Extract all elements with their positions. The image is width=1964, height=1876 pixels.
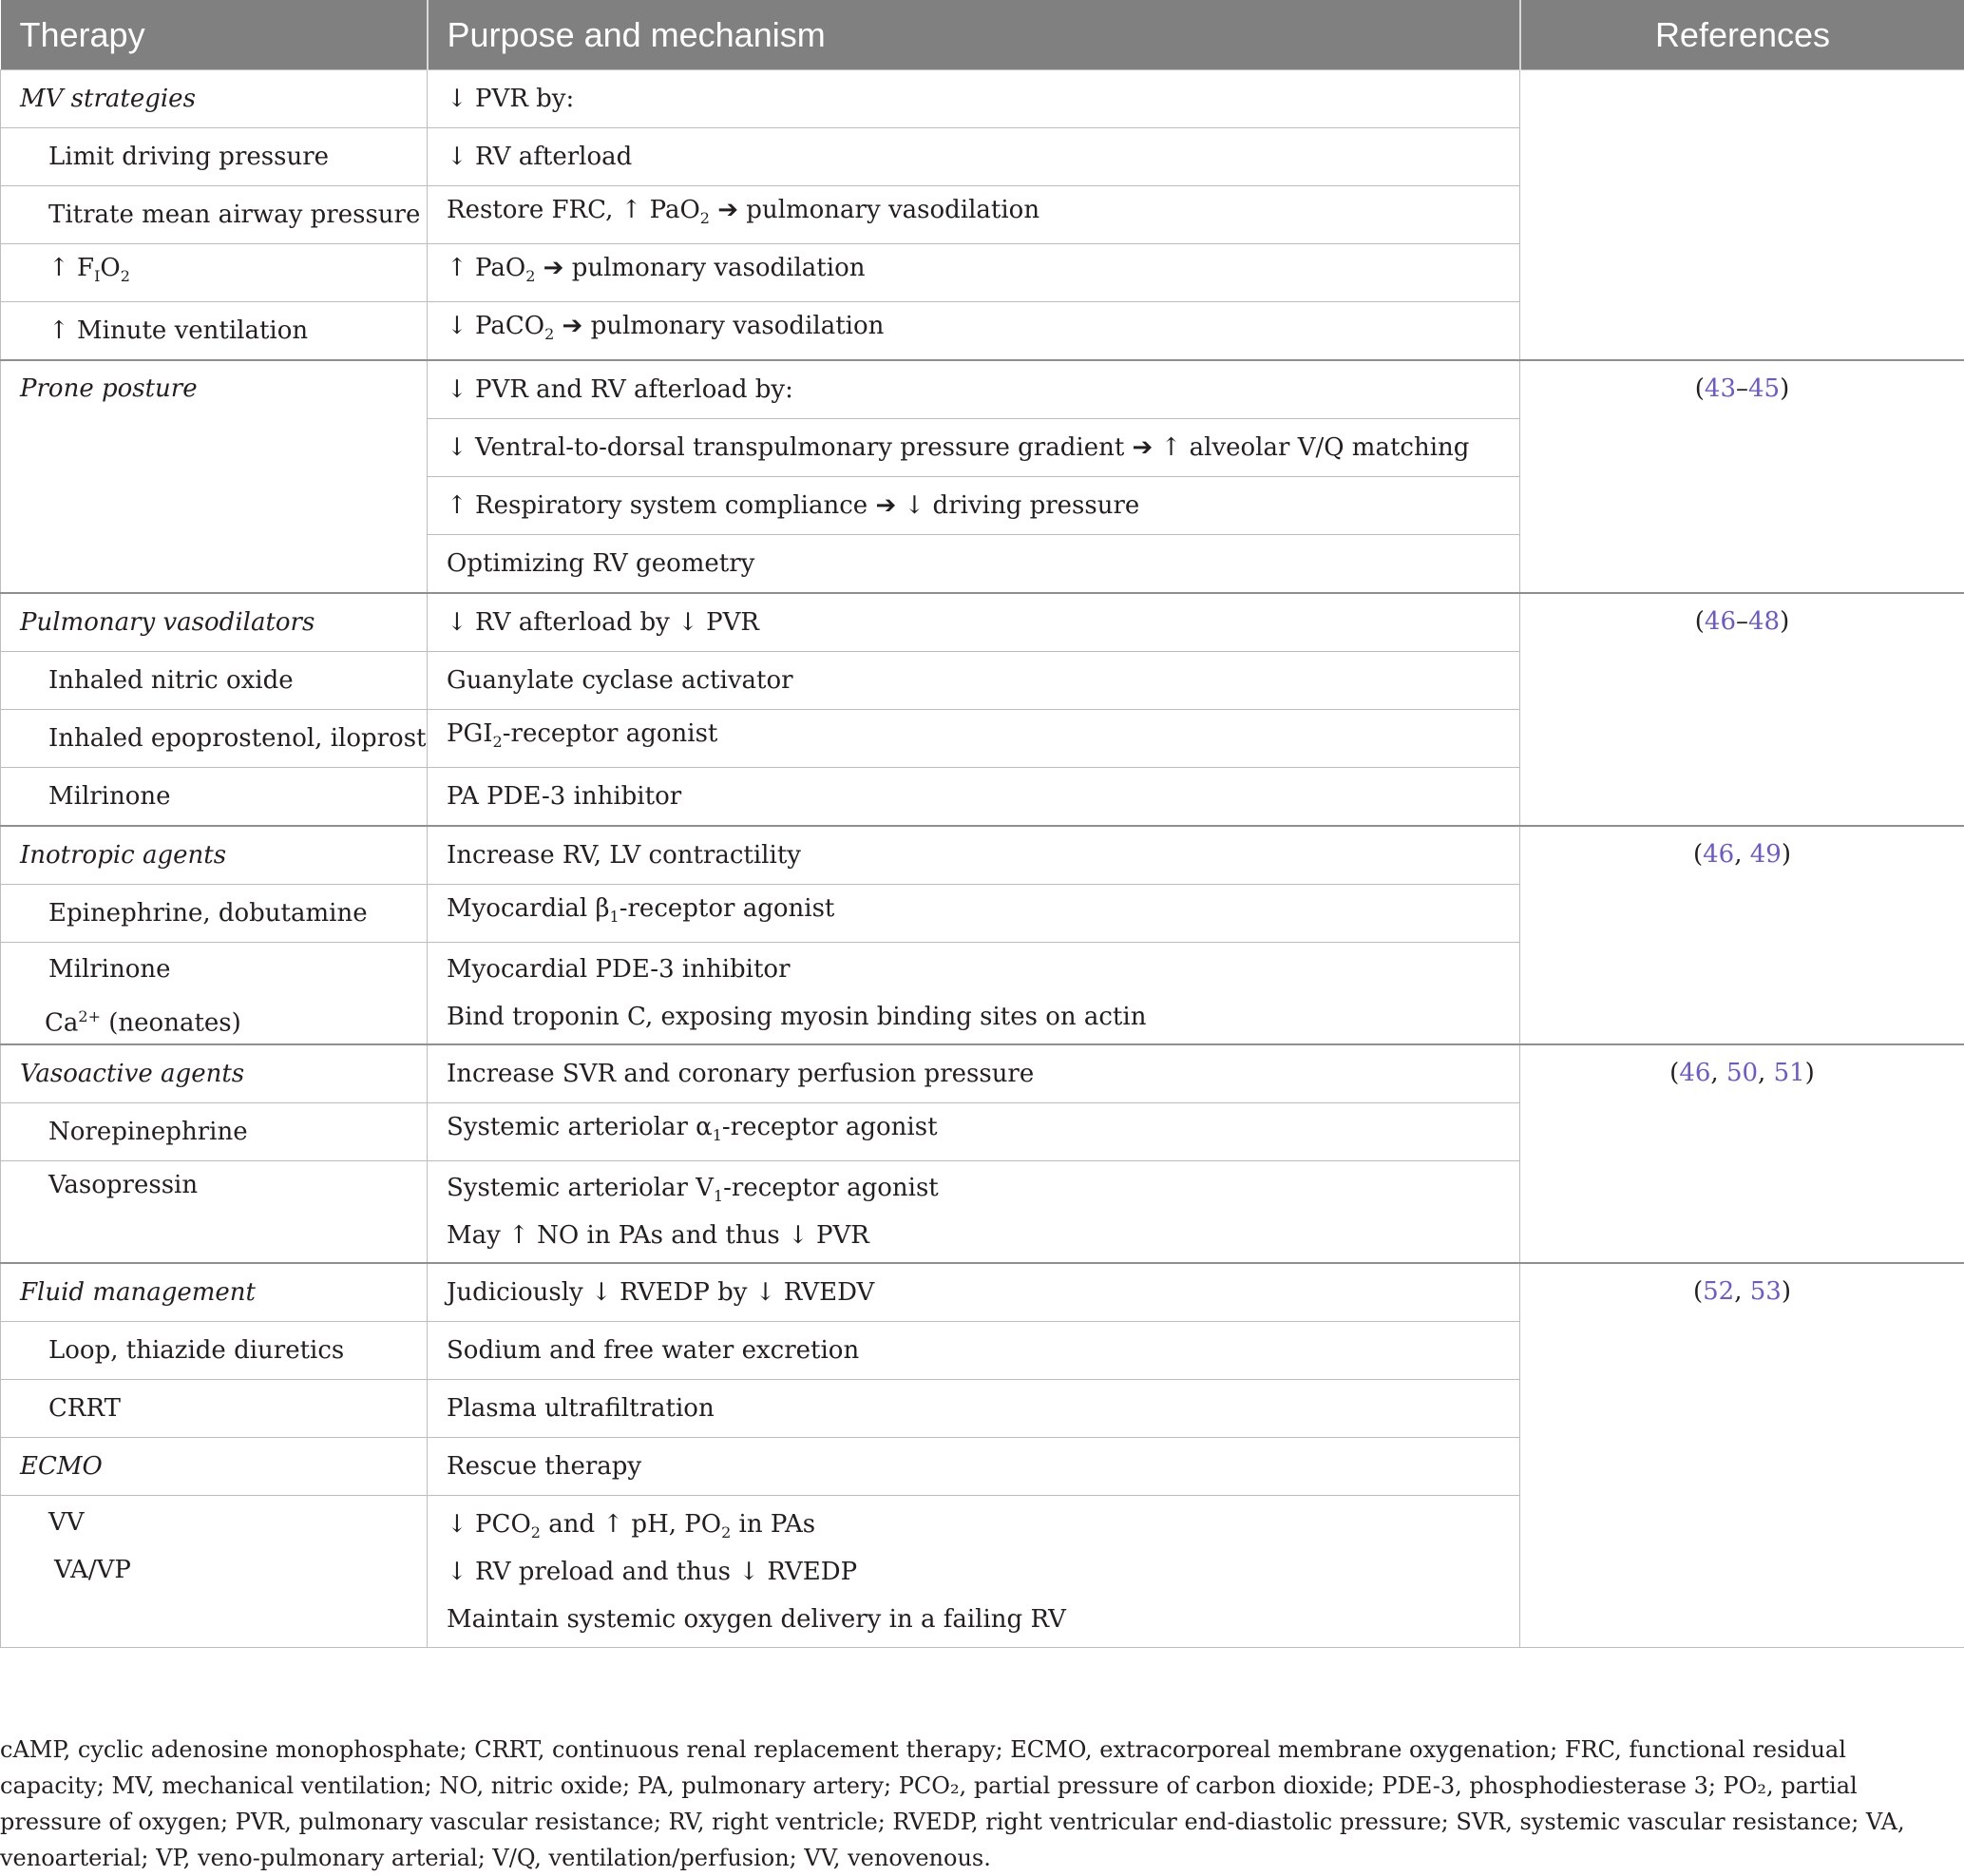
purpose-line: Maintain systemic oxygen delivery in a failing RV xyxy=(447,1596,1519,1643)
purpose-line: Systemic arteriolar $V_1$-receptor agonist xyxy=(447,1164,1519,1212)
purpose-cell: Sodium and free water excretion xyxy=(428,1322,1520,1380)
reference-cell: (46, 50, 51) xyxy=(1520,1044,1964,1263)
therapy-cell: Epinephrine, dobutamine xyxy=(1,885,428,943)
purpose-cell: Restore FRC, ↑ PaO$_2$ ➔ pulmonary vasodilation xyxy=(428,186,1520,244)
reference-link[interactable]: 46 xyxy=(1679,1059,1710,1087)
purpose-cell xyxy=(428,943,1520,1045)
purpose-cell: Increase SVR and coronary perfusion pressure xyxy=(428,1044,1520,1103)
table-row xyxy=(1,360,1964,419)
therapy-cell: ↑ Minute ventilation xyxy=(1,302,428,361)
purpose-line: Myocardial PDE-3 inhibitor xyxy=(447,946,1519,993)
category-cell: Fluid management xyxy=(1,1263,428,1322)
therapy-cell: Limit driving pressure xyxy=(1,128,428,186)
reference-link[interactable]: 45 xyxy=(1748,374,1780,403)
therapy-line: $Ca^{2+}$ (neonates) xyxy=(45,993,427,1041)
category-cell: Pulmonary vasodilators xyxy=(1,593,428,652)
purpose-cell: ↓ RV afterload by ↓ PVR xyxy=(428,593,1520,652)
purpose-line: ↓ RV preload and thus ↓ RVEDP xyxy=(447,1548,1519,1596)
reference-cell: (46, 49) xyxy=(1520,826,1964,1044)
header-purpose: Purpose and mechanism xyxy=(428,0,1520,70)
therapy-cell: Inhaled epoprostenol, iloprost xyxy=(1,710,428,768)
therapy-cell: Milrinone xyxy=(1,768,428,827)
therapy-line: VV xyxy=(48,1499,427,1546)
table-row xyxy=(1,1263,1964,1322)
purpose-cell: ↓ Ventral-to-dorsal transpulmonary pressure gradient ➔ ↑ alveolar V/Q matching xyxy=(428,419,1520,477)
purpose-cell: ↑ PaO$_2$ ➔ pulmonary vasodilation xyxy=(428,244,1520,302)
reference-cell: (43–45) xyxy=(1520,360,1964,593)
category-cell: Inotropic agents xyxy=(1,826,428,885)
reference-link[interactable]: 49 xyxy=(1750,840,1782,869)
purpose-cell xyxy=(428,1161,1520,1264)
reference-link[interactable]: 48 xyxy=(1748,607,1780,636)
table-row xyxy=(1,593,1964,652)
purpose-cell: Increase RV, LV contractility xyxy=(428,826,1520,885)
therapy-cell xyxy=(1,1496,428,1648)
therapy-cell: Inhaled nitric oxide xyxy=(1,652,428,710)
table-row xyxy=(1,826,1964,885)
purpose-cell: ↓ PaCO$_2$ ➔ pulmonary vasodilation xyxy=(428,302,1520,361)
therapy-cell: Titrate mean airway pressure xyxy=(1,186,428,244)
purpose-line: May ↑ NO in PAs and thus ↓ PVR xyxy=(447,1212,1519,1259)
purpose-cell: Optimizing RV geometry xyxy=(428,535,1520,594)
therapy-cell: CRRT xyxy=(1,1380,428,1438)
therapy-cell: Norepinephrine xyxy=(1,1103,428,1161)
reference-link[interactable]: 51 xyxy=(1774,1059,1805,1087)
reference-cell: (52, 53) xyxy=(1520,1263,1964,1648)
therapy-line: Vasopressin xyxy=(48,1161,427,1209)
reference-link[interactable]: 46 xyxy=(1705,607,1736,636)
reference-cell: (46–48) xyxy=(1520,593,1964,826)
table-footnote: cAMP, cyclic adenosine monophosphate; CRRT, continuous renal replacement therapy; ECMO, extracorporeal membrane oxygenation; FRC, functional residual capacity; MV, mechanical ventilation; NO, nitric oxide; PA, pulmonary artery; PCO₂, partial pressure of carbon dioxide; PDE-3, phosphodiesterase 3; PO₂, partial pressure of oxygen; PVR, pulmonary vascular resistance; RV, right ventricle; RVEDP, right ventricular end-diastolic pressure; SVR, systemic vascular resistance; VA, venoarterial; VP, veno-pulmonary arterial; V/Q, ventilation/perfusion; VV, venovenous. xyxy=(0,1732,1938,1876)
reference-link[interactable]: 50 xyxy=(1726,1059,1758,1087)
reference-link[interactable]: 52 xyxy=(1703,1277,1734,1306)
purpose-cell: Rescue therapy xyxy=(428,1438,1520,1496)
table-row xyxy=(1,70,1964,128)
category-cell: Prone posture xyxy=(1,360,428,593)
therapy-line: VA/VP xyxy=(54,1546,427,1594)
header-references: References xyxy=(1520,0,1964,70)
purpose-cell: ↑ Respiratory system compliance ➔ ↓ driving pressure xyxy=(428,477,1520,535)
purpose-cell: ↓ PVR by: xyxy=(428,70,1520,128)
therapy-cell: Loop, thiazide diuretics xyxy=(1,1322,428,1380)
purpose-cell: ↓ RV afterload xyxy=(428,128,1520,186)
purpose-cell: Judiciously ↓ RVEDP by ↓ RVEDV xyxy=(428,1263,1520,1322)
purpose-line: Bind troponin C, exposing myosin binding sites on actin xyxy=(447,993,1519,1041)
category-cell: Vasoactive agents xyxy=(1,1044,428,1103)
purpose-cell: Plasma ultrafiltration xyxy=(428,1380,1520,1438)
purpose-cell: ↓ PVR and RV afterload by: xyxy=(428,360,1520,419)
purpose-cell xyxy=(428,1496,1520,1648)
reference-link[interactable]: 46 xyxy=(1703,840,1734,869)
table-row xyxy=(1,1044,1964,1103)
purpose-cell: PA PDE-3 inhibitor xyxy=(428,768,1520,827)
therapy-cell xyxy=(1,1161,428,1264)
header-row xyxy=(1,0,1964,70)
category-cell: MV strategies xyxy=(1,70,428,128)
header-therapy: Therapy xyxy=(1,0,428,70)
therapy-line: Milrinone xyxy=(48,946,427,993)
reference-link[interactable]: 53 xyxy=(1750,1277,1782,1306)
purpose-cell: Systemic arteriolar $\alpha_1$-receptor agonist xyxy=(428,1103,1520,1161)
reference-link[interactable]: 43 xyxy=(1705,374,1736,403)
therapy-cell: ↑ $F_IO_2$ xyxy=(1,244,428,302)
category-cell: ECMO xyxy=(1,1438,428,1496)
purpose-cell: Myocardial $\beta_1$-receptor agonist xyxy=(428,885,1520,943)
purpose-line: ↓ $PCO_2$ and ↑ pH, $PO_2$ in PAs xyxy=(447,1501,1519,1548)
purpose-cell: Guanylate cyclase activator xyxy=(428,652,1520,710)
purpose-cell: $PGI_2$-receptor agonist xyxy=(428,710,1520,768)
reference-cell xyxy=(1520,70,1964,361)
therapy-cell xyxy=(1,943,428,1045)
